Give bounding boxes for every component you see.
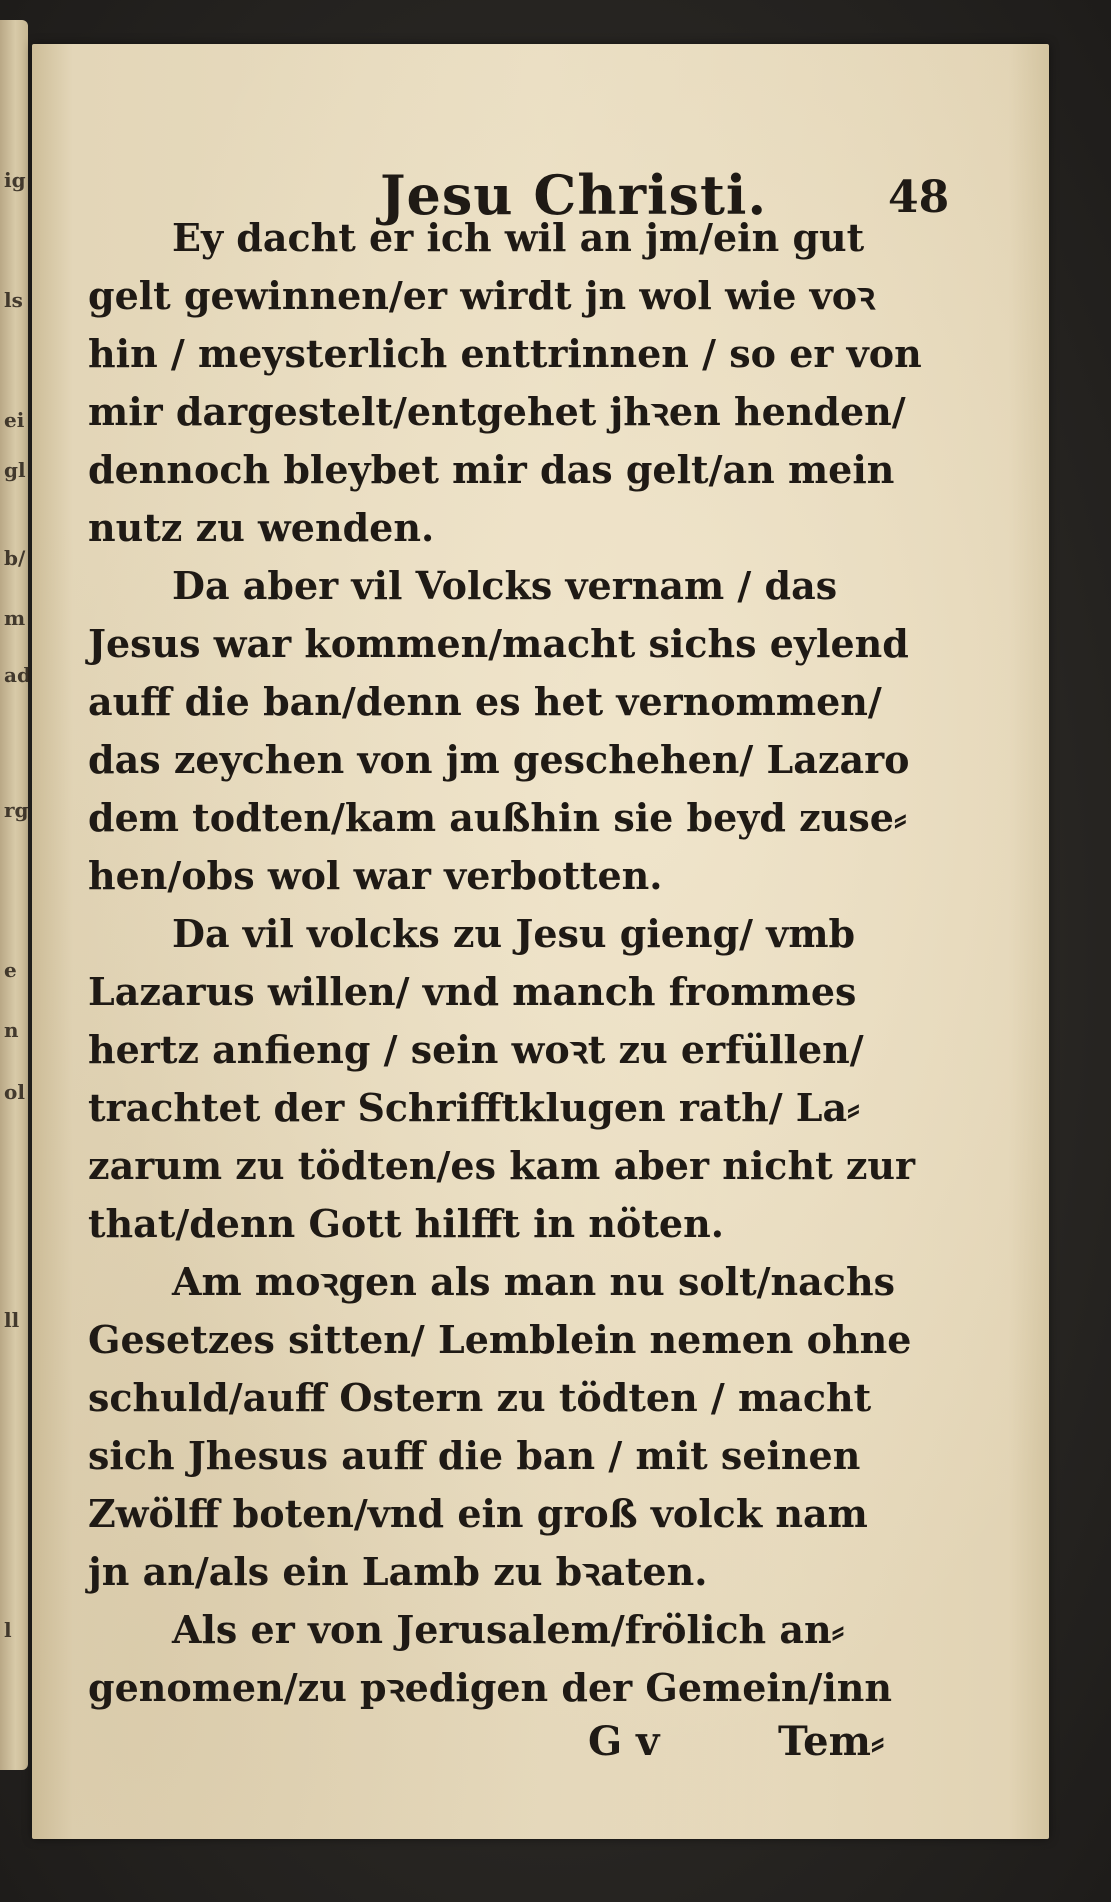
text-line: nutz zu wenden. xyxy=(88,505,435,550)
text-line: Gesetzes sitten/ Lemblein nemen ohne xyxy=(88,1317,912,1362)
catchword: Tem⸗ xyxy=(778,1718,885,1765)
page-number: 48 xyxy=(888,172,950,223)
facing-page-fragment: m xyxy=(4,606,26,630)
facing-page-fragment: ol xyxy=(4,1080,25,1104)
facing-page-fragment: ll xyxy=(4,1308,20,1332)
signature-mark: G v xyxy=(588,1718,660,1765)
text-line: Jesus war kommen/macht sichs eylend xyxy=(88,621,909,666)
text-line: Ey dacht er ich wil an jm/ein gut xyxy=(172,215,865,260)
facing-page-fragment: rg xyxy=(4,798,29,822)
text-line: dennoch bleybet mir das gelt/an mein xyxy=(88,447,895,492)
facing-page-fragment: b/ xyxy=(4,546,26,570)
text-line: dem todten/kam außhin sie beyd zuse⸗ xyxy=(88,795,907,840)
text-line: das zeychen von jm geschehen/ Lazaro xyxy=(88,737,910,782)
text-line: Am moꝛgen als man nu solt/nachs xyxy=(172,1259,895,1304)
text-line: that/denn Gott hilfft in nöten. xyxy=(88,1201,724,1246)
text-line: Lazarus willen/ vnd manch frommes xyxy=(88,969,857,1014)
text-line: Da vil volcks zu Jesu gieng/ vmb xyxy=(172,911,856,956)
text-line: hertz anfieng / sein woꝛt zu erfüllen/ xyxy=(88,1027,864,1072)
text-line: Als er von Jerusalem/frölich an⸗ xyxy=(172,1607,845,1652)
facing-page-fragment: ig xyxy=(4,168,26,192)
facing-page-edge xyxy=(0,20,31,1770)
text-line: Zwölff boten/vnd ein groß volck nam xyxy=(88,1491,868,1536)
running-title: Jesu Christi. xyxy=(380,163,768,227)
facing-page-fragment: ad xyxy=(4,663,31,687)
text-line: auff die ban/denn es het vernommen/ xyxy=(88,679,882,724)
text-line: jn an/als ein Lamb zu bꝛaten. xyxy=(88,1549,708,1594)
book-page xyxy=(32,44,1049,1839)
facing-page-fragment: ls xyxy=(4,288,23,312)
facing-page-fragment: ei xyxy=(4,408,25,432)
facing-page-fragment: n xyxy=(4,1018,19,1042)
text-line: genomen/zu pꝛedigen der Gemein/inn xyxy=(88,1665,893,1710)
text-line: gelt gewinnen/er wirdt jn wol wie voꝛ xyxy=(88,273,876,318)
text-line: schuld/auff Ostern zu tödten / macht xyxy=(88,1375,872,1420)
text-line: hen/obs wol war verbotten. xyxy=(88,853,663,898)
text-line: zarum zu tödten/es kam aber nicht zur xyxy=(88,1143,916,1188)
text-line: Da aber vil Volcks vernam / das xyxy=(172,563,838,608)
text-line: sich Jhesus auff die ban / mit seinen xyxy=(88,1433,861,1478)
page-footer xyxy=(588,1714,948,1774)
facing-page-fragment: e xyxy=(4,958,17,982)
text-line: trachtet der Schrifftklugen rath/ La⸗ xyxy=(88,1085,860,1130)
facing-page-fragment: gl xyxy=(4,458,26,482)
text-line: hin / meysterlich enttrinnen / so er von xyxy=(88,331,922,376)
facing-page-fragment: l xyxy=(4,1618,12,1642)
text-line: mir dargestelt/entgehet jhꝛen henden/ xyxy=(88,389,906,434)
